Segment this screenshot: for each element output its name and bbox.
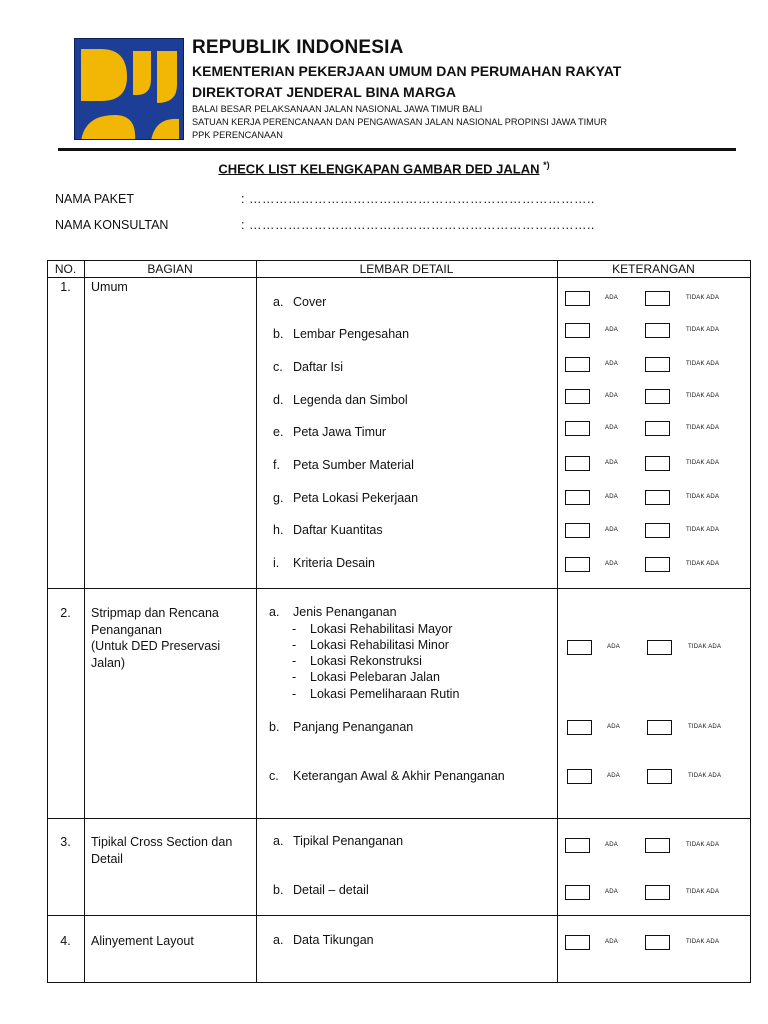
- item-detail-detail: [273, 883, 369, 897]
- item-text: Detail – detail: [293, 883, 369, 897]
- item-daftar-isi: [273, 360, 343, 374]
- consultant-name-label: NAMA KONSULTAN: [55, 218, 169, 232]
- checkbox-ada-label: ADA: [605, 393, 618, 399]
- checkbox-ada[interactable]: [565, 389, 590, 404]
- row-4-section: [91, 933, 194, 950]
- row-divider-2: [47, 818, 751, 819]
- checkbox-ada[interactable]: [565, 885, 590, 900]
- item-letter: c.: [269, 769, 279, 783]
- row-divider-3: [47, 915, 751, 916]
- checkbox-ada-label: ADA: [605, 889, 618, 895]
- item-letter: d.: [273, 393, 284, 407]
- checkbox-ada[interactable]: [565, 557, 590, 572]
- item-text: Daftar Isi: [293, 360, 344, 374]
- country-title: REPUBLIK INDONESIA: [192, 37, 404, 58]
- checkbox-ada-label: ADA: [607, 644, 620, 650]
- checkbox-tidak-ada[interactable]: [647, 720, 672, 735]
- section-line: Jalan): [91, 655, 126, 670]
- checkbox-tidak-ada[interactable]: [645, 935, 670, 950]
- item-text: Kriteria Desain: [293, 556, 375, 570]
- checkbox-tidak-ada[interactable]: [645, 557, 670, 572]
- item-peta-sumber-material: [273, 458, 414, 472]
- section-line: Alinyement Layout: [91, 934, 194, 948]
- col-line-detail: [557, 260, 558, 983]
- office-line-2: SATUAN KERJA PERENCANAAN DAN PENGAWASAN JALAN NASIONAL PROPINSI JAWA TIMUR: [192, 117, 608, 127]
- checkbox-tidak-ada-label: TIDAK ADA: [686, 295, 720, 301]
- checkbox-tidak-ada-label: TIDAK ADA: [688, 773, 722, 779]
- section-line: Penanganan: [91, 622, 162, 637]
- item-data-tikungan: [273, 933, 374, 947]
- item-keterangan-awal-akhir: [269, 769, 505, 783]
- item-letter: c.: [273, 360, 283, 374]
- item-text: Panjang Penanganan: [293, 720, 414, 734]
- col-line-no: [84, 260, 85, 983]
- checkbox-tidak-ada[interactable]: [645, 323, 670, 338]
- item-text: Tipikal Penanganan: [293, 834, 404, 848]
- checkbox-tidak-ada-label: TIDAK ADA: [686, 561, 720, 567]
- checkbox-ada[interactable]: [567, 640, 592, 655]
- checkbox-ada[interactable]: [565, 291, 590, 306]
- checkbox-ada-label: ADA: [605, 460, 618, 466]
- checkbox-ada-label: ADA: [605, 527, 618, 533]
- checkbox-tidak-ada-label: TIDAK ADA: [686, 494, 720, 500]
- logo-emblem-icon: [75, 39, 184, 140]
- subitem: - Lokasi Rehabilitasi Mayor: [292, 622, 453, 636]
- checkbox-ada[interactable]: [565, 421, 590, 436]
- item-letter: i.: [273, 556, 280, 570]
- checkbox-ada-label: ADA: [605, 494, 618, 500]
- row-3-no: 3.: [60, 835, 71, 849]
- col-line-right: [750, 260, 751, 983]
- item-letter: a.: [273, 933, 284, 947]
- row-1-section: [91, 279, 128, 296]
- office-line-3: PPK PERENCANAAN: [192, 130, 283, 140]
- header-remarks: KETERANGAN: [612, 262, 695, 276]
- item-peta-lokasi-pekerjaan: [273, 491, 418, 505]
- item-lembar-pengesahan: [273, 327, 409, 341]
- checkbox-ada-label: ADA: [607, 773, 620, 779]
- item-letter: a.: [273, 295, 284, 309]
- document-title-text: CHECK LIST KELENGKAPAN GAMBAR DED JALAN: [218, 161, 540, 177]
- ministry-name: KEMENTERIAN PEKERJAAN UMUM DAN PERUMAHAN RAKYAT: [192, 63, 622, 79]
- package-name-field[interactable]: : ……………………………………………………………………..: [241, 192, 595, 206]
- item-daftar-kuantitas: [273, 523, 383, 537]
- checkbox-ada[interactable]: [565, 935, 590, 950]
- subitem-text: Lokasi Rehabilitasi Minor: [310, 638, 449, 652]
- row-4-no: 4.: [60, 934, 71, 948]
- table-header-divider: [47, 277, 751, 278]
- checkbox-tidak-ada-label: TIDAK ADA: [688, 724, 722, 730]
- item-text: Lembar Pengesahan: [293, 327, 410, 341]
- item-letter: b.: [273, 883, 284, 897]
- item-legenda-simbol: [273, 393, 408, 407]
- checkbox-tidak-ada[interactable]: [645, 838, 670, 853]
- checkbox-ada-label: ADA: [607, 724, 620, 730]
- row-1-no: 1.: [60, 280, 71, 294]
- item-text: Cover: [293, 295, 327, 309]
- checkbox-ada[interactable]: [567, 720, 592, 735]
- office-line-1: BALAI BESAR PELAKSANAAN JALAN NASIONAL JAWA TIMUR BALI: [192, 104, 483, 114]
- item-letter: a.: [269, 605, 280, 619]
- item-jenis-penanganan: [269, 605, 397, 619]
- consultant-name-field[interactable]: : ……………………………………………………………………..: [241, 218, 595, 232]
- checkbox-ada[interactable]: [565, 490, 590, 505]
- checkbox-tidak-ada[interactable]: [645, 357, 670, 372]
- item-text: Jenis Penanganan: [293, 605, 397, 619]
- checkbox-ada[interactable]: [565, 456, 590, 471]
- table-border-top: [47, 260, 751, 261]
- checkbox-tidak-ada[interactable]: [645, 523, 670, 538]
- checkbox-tidak-ada[interactable]: [645, 389, 670, 404]
- checkbox-ada-label: ADA: [605, 361, 618, 367]
- checkbox-tidak-ada[interactable]: [645, 490, 670, 505]
- checkbox-tidak-ada[interactable]: [645, 456, 670, 471]
- checkbox-tidak-ada-label: TIDAK ADA: [686, 425, 720, 431]
- item-text: Peta Jawa Timur: [293, 425, 387, 439]
- item-text: Legenda dan Simbol: [293, 393, 408, 407]
- ministry-logo: [74, 38, 184, 140]
- item-letter: a.: [273, 834, 284, 848]
- checkbox-tidak-ada-label: TIDAK ADA: [688, 644, 722, 650]
- package-name-label: NAMA PAKET: [55, 192, 134, 206]
- subitem-text: Lokasi Rehabilitasi Mayor: [310, 622, 453, 636]
- item-letter: e.: [273, 425, 284, 439]
- item-text: Data Tikungan: [293, 933, 374, 947]
- checkbox-tidak-ada[interactable]: [645, 291, 670, 306]
- item-letter: g.: [273, 491, 284, 505]
- row-2-section: [91, 605, 220, 671]
- header-section: BAGIAN: [147, 262, 193, 276]
- checkbox-ada[interactable]: [567, 769, 592, 784]
- item-letter: b.: [269, 720, 280, 734]
- checkbox-tidak-ada-label: TIDAK ADA: [686, 393, 720, 399]
- section-line: Stripmap dan Rencana: [91, 606, 219, 620]
- checkbox-tidak-ada[interactable]: [645, 885, 670, 900]
- checkbox-ada[interactable]: [565, 523, 590, 538]
- row-divider-1: [47, 588, 751, 589]
- item-letter: f.: [273, 458, 280, 472]
- subitem: - Lokasi Rekonstruksi: [292, 654, 422, 668]
- item-text: Peta Lokasi Pekerjaan: [293, 491, 419, 505]
- col-line-left: [47, 260, 48, 983]
- item-letter: b.: [273, 327, 284, 341]
- checkbox-tidak-ada-label: TIDAK ADA: [686, 939, 720, 945]
- row-3-section: [91, 834, 232, 867]
- subitem-text: Lokasi Pelebaran Jalan: [310, 670, 440, 684]
- checkbox-tidak-ada-label: TIDAK ADA: [686, 889, 720, 895]
- checkbox-tidak-ada[interactable]: [647, 769, 672, 784]
- directorate-name: DIREKTORAT JENDERAL BINA MARGA: [192, 84, 456, 100]
- checkbox-ada[interactable]: [565, 357, 590, 372]
- header-detail: LEMBAR DETAIL: [359, 262, 454, 276]
- item-text: Keterangan Awal & Akhir Penanganan: [293, 769, 505, 783]
- item-peta-jawa-timur: [273, 425, 386, 439]
- item-panjang-penanganan: [269, 720, 413, 734]
- section-line: Tipikal Cross Section dan: [91, 835, 233, 849]
- table-border-bottom: [47, 982, 751, 983]
- checkbox-ada[interactable]: [565, 323, 590, 338]
- subitem: - Lokasi Rehabilitasi Minor: [292, 638, 449, 652]
- checkbox-tidak-ada[interactable]: [647, 640, 672, 655]
- checkbox-ada-label: ADA: [605, 295, 618, 301]
- checkbox-tidak-ada-label: TIDAK ADA: [686, 460, 720, 466]
- checkbox-ada-label: ADA: [605, 939, 618, 945]
- checkbox-tidak-ada-label: TIDAK ADA: [686, 842, 720, 848]
- item-text: Daftar Kuantitas: [293, 523, 383, 537]
- subitem-text: Lokasi Pemeliharaan Rutin: [310, 687, 460, 701]
- section-line: (Untuk DED Preservasi: [91, 639, 221, 653]
- checkbox-ada-label: ADA: [605, 327, 618, 333]
- document-title: [0, 160, 768, 176]
- checkbox-ada-label: ADA: [605, 842, 618, 848]
- row-2-no: 2.: [60, 606, 71, 620]
- subitem: - Lokasi Pelebaran Jalan: [292, 670, 440, 684]
- item-kriteria-desain: [273, 556, 375, 570]
- item-letter: h.: [273, 523, 284, 537]
- section-line: Detail: [91, 851, 123, 866]
- item-text: Peta Sumber Material: [293, 458, 414, 472]
- subitem: - Lokasi Pemeliharaan Rutin: [292, 687, 460, 701]
- section-line: Umum: [91, 280, 128, 294]
- col-line-section: [256, 260, 257, 983]
- subitem-text: Lokasi Rekonstruksi: [310, 654, 422, 668]
- item-tipikal-penanganan: [273, 834, 403, 848]
- checkbox-ada-label: ADA: [605, 561, 618, 567]
- checkbox-tidak-ada-label: TIDAK ADA: [686, 361, 720, 367]
- header-no: NO.: [54, 262, 77, 276]
- checkbox-tidak-ada-label: TIDAK ADA: [686, 527, 720, 533]
- header-divider: [58, 148, 736, 151]
- title-footnote-mark: *): [543, 160, 550, 170]
- checkbox-ada[interactable]: [565, 838, 590, 853]
- checkbox-tidak-ada-label: TIDAK ADA: [686, 327, 720, 333]
- checkbox-tidak-ada[interactable]: [645, 421, 670, 436]
- checkbox-ada-label: ADA: [605, 425, 618, 431]
- item-cover: [273, 295, 326, 309]
